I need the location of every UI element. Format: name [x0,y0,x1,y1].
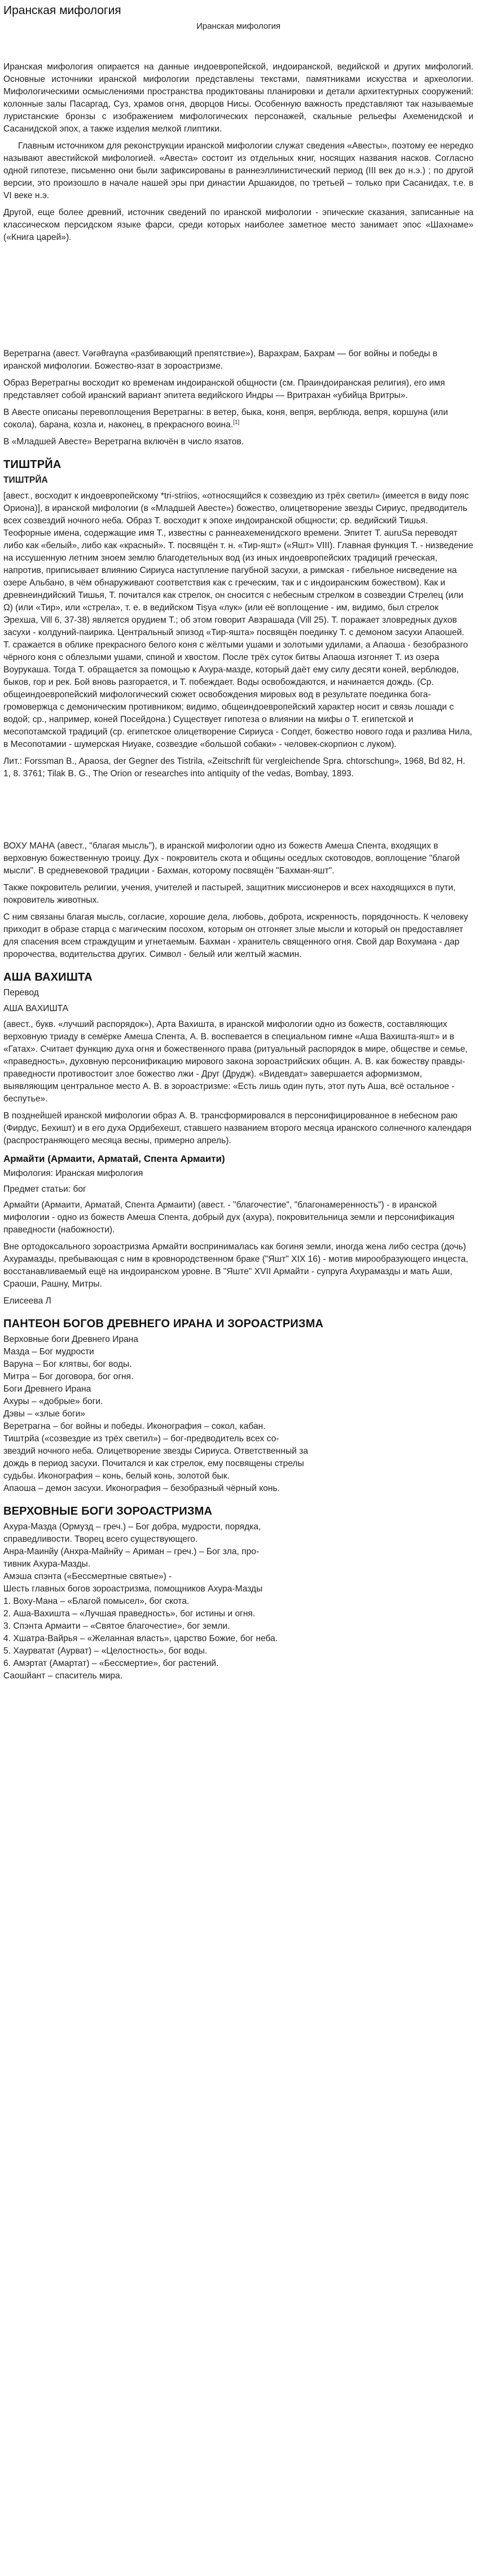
translation-label: Перевод [3,988,39,998]
armaiti-paragraph-1: Армайти (Армаити, Арматай, Спента Армаити) (авест. - "благочестие", "благонамеренность") - в иранской мифологии - одно из божеств Амеша Спента, добрый дух (ахура), покровительница земли и персонификация праведности (набожности). [3,1200,455,1235]
pantheon-line: дождь в период засухи. Почитался и как стрелок, ему посвящены стрелы [3,1459,304,1468]
pantheon-line: Тиштрйа («созвездие из трёх светил») – бог-предводитель всех со- [3,1434,279,1444]
pantheon-line: Веретрагна – бог войны и победы. Иконография – сокол, кабан. [3,1422,266,1431]
page-title: Иранская мифология [3,4,121,17]
tishtrya-subheading: ТИШТРЙА [3,475,48,485]
article-author: Елисеева Л [3,1296,51,1306]
pantheon-line: Апаоша – демон засухи. Иконография – безобразный чёрный конь. [3,1484,280,1493]
verethragna-paragraph-3 [3,406,473,431]
pantheon-line: Верховные боги Древнего Ирана [3,1335,138,1344]
pantheon-list [3,1333,473,1495]
vohu-mana-paragraph-1: ВОХУ МАНА (авест., "благая мысль"), в иранской мифологии одно из божеств Амеша Спента, входящих в верховную божественную троицу. Дух - покровитель скота и общины оседлых скотоводов, воплощение "благой мысли". В средневековой традиции - Бахман, которому посвящён "Бахман-яшт". [3,841,460,876]
verethragna-paragraph-1: Веретрагна (авест. Vərəθraγna «разбивающий препятствие»), Варахрам, Бахрам — бог войны и победы в иранской мифологии. Божество-язат в зороастризме. [3,349,437,371]
zoroastrian-line: Ахура-Мазда (Ормузд – греч.) – Бог добра, мудрости, порядка, [3,1522,261,1532]
zoroastrian-heading: ВЕРХОВНЫЕ БОГИ ЗОРОАСТРИЗМА [3,1505,213,1517]
asha-vahishta-subheading: АША ВАХИШТА [3,1004,69,1013]
subject-label: Предмет статьи: бог [3,1184,86,1194]
footnote-link[interactable]: [1] [233,419,240,426]
tishtrya-body: [авест., восходит к индоевропейскому *tri-striios, «относящийся к созвездию из трёх светил» (имеется в виду пояс Ориона)], в иранской мифологии (в «Младшей Авесте») божество, олицетворение звезды Сириус, предводитель всех созвездий ночного неба. Образ Т. восходит к эпохе индоиранской общности; ср. ведийский Тишья. Теофорные имена, содержащие имя Т., известны с раннеахеменидского времени. Эпитет Т. auruSa переводят либо как «белый», либо как «красный». Т. посвящён т. н. «Тир-яшт» («Яшт» VIII). Главная функция Т. - низведение на иссушенную летним зноем землю благодетельных вод (из иных индоевропейских традиций греческая, напротив, приписывает влиянию Сириуса наступление пагубной засухи, а римская - гибельное нисведение на озере Альбано, в чём обнаруживают соответствия как с греческим, так и с индоиранским божеством). Как и древнеиндийский Тишья, Т. почитался как стрелок, он сносится с небесным стрелком в созвездии Стрелец (или Ω) (или «Тир», или «стрела», т. е. в ведийском Tiṣya «лук» (или её воплощение - им, видимо, был стрелок Эрехша, Vill 6, 37-38) является орудием Т.; об этом говорит Авзрашада (Vill 25). Т. поражает зловредных духов засухи - колдуний-паирика. Центральный эпизод «Тир-яшта» посвящён поединку Т. с демоном засухи Апаошей. Т. сражается в облике прекрасного белого коня с жёлтыми ушами и золотыми удилами, а Апаоша - безобразного чёрного коня с облезлыми ушами, спиной и хвостом. После трёх суток битвы Апаоша изгоняет Т. из озера Воурукаша. Тогда Т. обращается за помощью к Ахура-мазде, который даёт ему силу десяти коней, верблюдов, быков, гор и рек. Бой вновь разгорается, и Т. побеждает. Воды освобождаются, и начинается дождь. (Ср. общеиндоевропейский мифологический сюжет освобождения мировых вод в результате поединка бога-громовержца с демоническим противником; видимо, общеиндоевропейский характер носит и связь лошади с водой; ср., например, коней Посейдона.) Существует гипотеза о влиянии на мифы о Т. египетской и месопотамской традиций (ср. египетское олицетворение Сириуса - Сопдет, божество нового года и разлива Нила, в Месопотамии - шумерская Ниуаке, созвездие «большой собаки» - человек-скорпион с луком). [3,491,473,749]
pantheon-line: судьбы. Иконография – конь, белый конь, золотой бык. [3,1471,230,1481]
pantheon-line: Ахуры – «добрые» боги. [3,1397,103,1406]
zoroastrian-line: 5. Хаурватат (Аурват) – «Целостность», бог воды. [3,1646,208,1656]
pantheon-line: Мазда – Бог мудрости [3,1347,94,1357]
mythology-label: Мифология: Иранская мифология [3,1169,143,1178]
vohu-mana-paragraph-2: Также покровитель религии, учения, учителей и пастырей, защитник миссионеров и всех находящихся в пути, покровитель животных. [3,883,456,905]
asha-vahishta-paragraph-1: (авест., букв. «лучший распорядок»), Арта Вахишта, в иранской мифологии одно из божеств, составляющих верховную триаду в семёрке Амеша Спента, А. В. воспевается в специальном гимне «Аша Вахишта-яшт» и в «Гатах». Считает функцию духа огня и божественного права (ритуальный распорядок в мире, обществе и семье, «праведность», духовную персонификацию мирового закона зороастрийских общин. А. В. как божеству правды-праведности противостоит злое божество лжи - Друг (Друдж). «Видевдат» завершается аформизмом, выявляющим центральное место А. В. в зороастризме: «Есть лишь один путь, этот путь Аша, всё остальное - беспутье». [3,1020,468,1104]
tishtrya-literature: Лит.: Forssman B., Apaosa, der Gegner des Tistrila, «Zeitschrift für vergleichende Spra. chtorschung», 1968, Bd 82, H. 1, 8. 3761; Tilak B. G., The Orion or researches into antiquity of the vedas, Bombay, 1893. [3,756,466,779]
pantheon-heading: ПАНТЕОН БОГОВ ДРЕВНЕГО ИРАНА И ЗОРОАСТРИЗМА [3,1318,324,1330]
pantheon-line: Дэвы – «злые боги» [3,1409,85,1419]
pantheon-line: Митра – Бог договора, бог огня. [3,1372,134,1381]
verethragna-paragraph-4: В «Младшей Авесте» Веретрагна включён в число язатов. [3,437,244,447]
armaiti-heading: Армайти (Армаити, Арматай, Спента Армаити) [3,1153,225,1164]
zoroastrian-list [3,1521,473,1682]
page-subtitle: Иранская мифология [196,21,281,31]
armaiti-paragraph-2: Вне ортодоксального зороастризма Армайти воспринималась как богиня земли, иногда жена либо сестра (дочь) Ахурамазды, пребывающая с ним в кровнородственном браке ("Яшт" XIX 16) - мотив мирообразующего инцеста, восстанавливаемый ещё на индоиранском уровне. В "Яште" XVII Армайти - супруга Ахурамазды и мать Аши, Сраоши, Рашну, Митры. [3,1242,468,1289]
verethragna-paragraph-2: Образ Веретрагны восходит ко временам индоиранской общности (см. Праиндоиранская религия), его имя представляет собой иранский вариант эпитета ведийского Индры — Вритрахан «убийца Вритры». [3,378,445,400]
zoroastrian-line: Шесть главных богов зороастризма, помощников Ахура-Мазды [3,1584,263,1594]
zoroastrian-line: Анра-Маинйу (Анхра-Майнйу – Ариман – греч.) – Бог зла, про- [3,1547,260,1556]
zoroastrian-line: 4. Хшатра-Вайрья – «Желанная власть», царство Божие, бог неба. [3,1634,278,1643]
tishtrya-heading: ТИШТРЙА [3,458,62,471]
vohu-mana-paragraph-3: С ним связаны благая мысль, согласие, хорошие дела, любовь, доброта, искренность, порядочность. К человеку приходит в образе старца с магическим посохом, которым он отгоняет злые мысли и который он предоставляет для спасения всем страждущим и угнетаемым. Бахман - хранитель священного огня. Свой дар Вохумана - дар пророчества, водительства других. Символ - белый или желтый жасмин. [3,912,468,959]
pantheon-line: Боги Древнего Ирана [3,1384,91,1394]
pantheon-line: звездий ночного неба. Олицетворение звезды Сириуса. Ответственный за [3,1446,308,1456]
asha-vahishta-paragraph-2: В позднейшей иранской мифологии образ А. В. трансформировался в персонифицированное в небесном раю (Фирдус, Бехишт) и в его духа Ордибехешт, ставшего названием второго месяца иранского солнечного календаря (распространяющего месяца весны, примерно апрель). [3,1111,472,1145]
intro-paragraph-1: Иранская мифология опирается на данные индоевропейской, индоиранской, ведийской и других мифологий. Основные источники иранской мифологии представлены текстами, памятниками искусства и археологии. Мифологическими осмыслениями пространства продиктованы планировки и детали архитектурных сооружений: колонные залы Пасаргад, Суз, храмов огня, дворцов Нисы. Особенную важность представляют так называемые луристанские бронзы с изображением мифологических персонажей, скальные рельефы Ахеменидской и Сасанидской эпох, а также изделия мелкой глиптики. [3,62,473,134]
zoroastrian-line: справедливости. Творец всего существующего. [3,1534,198,1544]
blank-space [3,248,473,348]
pantheon-line: Варуна – Бог клятвы, бог воды. [3,1359,132,1369]
zoroastrian-line: Амэша спэнта («Бессмертные святые») - [3,1572,172,1581]
intro-paragraph-3: Другой, еще более древний, источник сведений по иранской мифологии - эпические сказания, записанные на классическом персидском языке фарси, среди которых наиболее заметное место занимает эпос «Шахнаме» («Книга царей»). [3,208,473,242]
zoroastrian-line: 1. Вохy-Мана – «Благой помысел», бог скота. [3,1597,190,1606]
zoroastrian-line: 6. Амэртат (Амартат) – «Бессмертие», бог растений. [3,1659,219,1668]
zoroastrian-line: тивник Ахура-Мазды. [3,1559,91,1569]
blank-space-2 [3,785,473,840]
asha-vahishta-heading: АША ВАХИШТА [3,971,93,983]
zoroastrian-line: 2. Аша-Вахишта – «Лучшая праведность», бог истины и огня. [3,1609,256,1619]
zoroastrian-line: Саошйант – спаситель мира. [3,1671,122,1681]
intro-paragraph-2: Главным источником для реконструкции иранской мифологии служат сведения «Авесты», поэтому ее нередко называют авестийской мифологией. «Авеста» состоит из отдельных книг, носящих названия насков. Согласно одной гипотезе, письменно они были зафиксированы в раннеэллинистический период (III век до н.э.) ; по другой версии, это произошло в начале нашей эры при династии Аршакидов, по третьей – только при Сасанидах, т.е. в VI веке н.э. [3,141,473,200]
zoroastrian-line: 3. Спэнта Армаити – «Святое благочестие», бог земли. [3,1621,230,1631]
verethragna-text-3: В Авесте описаны перевоплощения Веретрагны: в ветер, быка, коня, вепря, верблюда, вепря, коршуна (или сокола), барана, козла и, наконец, в прекрасного воина. [3,408,448,430]
